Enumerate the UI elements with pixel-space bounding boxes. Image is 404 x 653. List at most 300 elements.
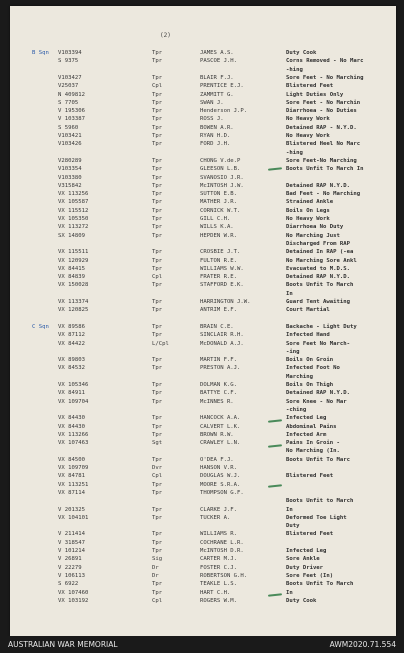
medical-remark: Sore Feet - No Marching	[286, 74, 364, 81]
service-number: VX 120825	[58, 307, 89, 314]
service-number: V 106113	[58, 572, 85, 579]
soldier-name: ZAMMITT G.	[200, 91, 234, 98]
rank: Dr	[152, 572, 159, 579]
soldier-name: SWAN J.	[200, 99, 224, 106]
rank: Tpr	[152, 531, 163, 538]
page-number: (2)	[160, 32, 171, 39]
soldier-name: BLAIR F.J.	[200, 74, 234, 81]
personnel-row	[10, 523, 396, 530]
medical-remark: No Heavy Work	[286, 216, 330, 222]
personnel-row	[10, 374, 396, 381]
personnel-row	[10, 108, 396, 115]
personnel-row	[10, 191, 396, 198]
rank: Sig	[152, 556, 163, 563]
rank: Cpl	[152, 83, 163, 90]
soldier-name: SINCLAIR R.H.	[200, 332, 244, 339]
service-number: VX 113251	[58, 481, 89, 488]
personnel-row	[10, 457, 396, 464]
medical-remark: -hing	[286, 66, 303, 73]
personnel-row	[10, 565, 396, 572]
medical-remark: Guard Tent Awaiting	[286, 299, 350, 305]
personnel-row	[10, 316, 396, 323]
rank: Tpr	[152, 116, 163, 123]
personnel-row	[10, 531, 396, 538]
medical-remark: Boils On Thigh	[286, 382, 334, 388]
soldier-name: ROBERTSON G.H.	[200, 572, 248, 579]
medical-remark: Bad Feet - No Marching	[286, 191, 361, 198]
service-number: V103354	[58, 166, 82, 173]
medical-remark: Diarrhoea No Duty	[286, 224, 344, 231]
soldier-name: CRAWLEY L.N.	[200, 440, 241, 447]
personnel-row	[10, 208, 396, 215]
soldier-name: WILLIAMS R.	[200, 531, 238, 538]
personnel-row	[10, 465, 396, 472]
personnel-row	[10, 498, 396, 505]
medical-remark: Sore Feet No March-	[286, 340, 350, 347]
personnel-row	[10, 116, 396, 123]
rank: Tpr	[152, 489, 163, 496]
medical-remark: Duty	[286, 523, 300, 530]
rank: Tpr	[152, 539, 163, 546]
medical-remark: Sore Knee - No Mar	[286, 398, 347, 405]
rank: Tpr	[152, 398, 163, 405]
rank: Tpr	[152, 431, 163, 438]
rank: Tpr	[152, 58, 163, 65]
rank: Tpr	[152, 50, 163, 56]
medical-remark: Detained RAP N.Y.D.	[286, 274, 350, 281]
rank: Tpr	[152, 174, 163, 181]
medical-remark: Infected Hand	[286, 332, 330, 339]
medical-remark: Evacuated to M.D.S.	[286, 265, 350, 272]
service-number: VX 115512	[58, 207, 89, 214]
rank: Cpl	[152, 597, 163, 604]
personnel-row	[10, 67, 396, 74]
soldier-name: BROWN R.W.	[200, 431, 234, 438]
service-number: V 26891	[58, 556, 82, 563]
medical-remark: Detained RAP N.Y.D.	[286, 182, 350, 189]
personnel-row	[10, 407, 396, 414]
rank: Tpr	[152, 456, 163, 463]
service-number: V 211414	[58, 531, 85, 538]
footer-accession-number: AWM2020.71.554	[329, 640, 396, 649]
service-number: VX 84415	[58, 265, 85, 272]
rank: Tpr	[152, 166, 163, 173]
service-number: VX 89586	[58, 323, 85, 330]
rank: Tpr	[152, 191, 163, 198]
rank: Tpr	[152, 232, 163, 239]
medical-remark: -hing	[286, 149, 303, 156]
medical-remark: Infected Leg	[286, 415, 327, 422]
medical-remark: In	[286, 506, 293, 513]
service-number: S 6922	[58, 581, 79, 588]
soldier-name: BOWEN A.R.	[200, 124, 234, 131]
personnel-row	[10, 233, 396, 240]
personnel-row	[10, 183, 396, 190]
medical-remark: Sore Ankle	[286, 556, 320, 563]
service-number: VX 113374	[58, 299, 89, 305]
personnel-row	[10, 258, 396, 265]
service-number: V 103387	[58, 116, 85, 123]
medical-remark: No Marching (In.	[286, 448, 340, 455]
soldier-name: SUTTON E.B.	[200, 191, 238, 198]
rank: Tpr	[152, 282, 163, 289]
rank: Tpr	[152, 332, 163, 339]
service-number: VX 84781	[58, 473, 85, 480]
service-number: VX 89803	[58, 357, 85, 364]
soldier-name: McINTOSH J.W.	[200, 182, 244, 189]
personnel-row	[10, 324, 396, 331]
medical-remark: Court Martial	[286, 307, 330, 314]
rank: Tpr	[152, 74, 163, 81]
medical-remark: Boils On Legs	[286, 207, 330, 214]
soldier-name: SVANOSIO J.R.	[200, 174, 244, 181]
rank: Dvr	[152, 465, 163, 471]
service-number: VX 113256	[58, 191, 89, 198]
service-number: VX 107463	[58, 440, 89, 447]
soldier-name: McINNES R.	[200, 398, 234, 405]
medical-remark: Blistered Feet	[286, 473, 334, 480]
medical-remark: Backache - Light Duty	[286, 323, 357, 330]
service-number: VX 105346	[58, 382, 89, 388]
medical-remark: Blistered Heel No Marc	[286, 141, 361, 148]
soldier-name: HANSON V.R.	[200, 465, 238, 471]
personnel-row	[10, 75, 396, 82]
rank: Tpr	[152, 157, 163, 164]
service-number: V103394	[58, 50, 82, 56]
personnel-row	[10, 490, 396, 497]
soldier-name: CROSBIE J.T.	[200, 249, 241, 256]
rank: Tpr	[152, 216, 163, 222]
rank: Tpr	[152, 249, 163, 256]
soldier-name: Henderson J.P.	[200, 108, 248, 115]
medical-remark: Infected Foot No	[286, 365, 340, 372]
service-number: VX 104101	[58, 514, 89, 521]
soldier-name: RYAN H.D.	[200, 133, 231, 139]
medical-remark: Light Duties Only	[286, 91, 344, 98]
personnel-row	[10, 83, 396, 90]
personnel-list	[10, 6, 396, 636]
personnel-row	[10, 581, 396, 588]
medical-remark: Boots Unfit To March	[286, 282, 354, 289]
rank: Tpr	[152, 390, 163, 397]
rank: Tpr	[152, 299, 163, 305]
service-number: VX 84500	[58, 456, 85, 463]
personnel-row	[10, 332, 396, 339]
rank: L/Cpl	[152, 340, 169, 347]
personnel-row	[10, 382, 396, 389]
rank: Tpr	[152, 224, 163, 231]
medical-remark: Strained Ankle	[286, 199, 334, 206]
personnel-row	[10, 282, 396, 289]
personnel-row	[10, 540, 396, 547]
personnel-row	[10, 58, 396, 65]
personnel-row	[10, 482, 396, 489]
rank: Tpr	[152, 506, 163, 513]
rank: Tpr	[152, 415, 163, 422]
soldier-name: GILL C.H.	[200, 216, 231, 222]
personnel-row	[10, 125, 396, 132]
personnel-row	[10, 473, 396, 480]
medical-remark: No Marching Just	[286, 232, 340, 239]
service-number: VX 84430	[58, 423, 85, 430]
service-number: V 318547	[58, 539, 85, 546]
personnel-row	[10, 507, 396, 514]
service-number: V103426	[58, 141, 82, 148]
rank: Tpr	[152, 589, 163, 596]
soldier-name: STAFFORD E.K.	[200, 282, 244, 289]
service-number: V 195306	[58, 108, 85, 115]
personnel-row	[10, 175, 396, 182]
squadron-label: B Sqn	[32, 50, 49, 56]
personnel-row	[10, 590, 396, 597]
personnel-row	[10, 432, 396, 439]
rank: Tpr	[152, 548, 163, 554]
service-number: VX 105350	[58, 216, 89, 222]
soldier-name: JAMES A.S.	[200, 50, 234, 56]
rank: Tpr	[152, 581, 163, 588]
personnel-row	[10, 598, 396, 605]
service-number: VX 84422	[58, 340, 85, 347]
medical-remark: Detained In RAP (-ea	[286, 249, 354, 256]
soldier-name: WILLIAMS W.W.	[200, 265, 244, 272]
service-number: V 22279	[58, 564, 82, 571]
soldier-name: ROGERS W.M.	[200, 597, 238, 604]
service-number: V103427	[58, 74, 82, 81]
personnel-row	[10, 241, 396, 248]
personnel-row	[10, 556, 396, 563]
medical-remark: -ching	[286, 406, 307, 413]
rank: Tpr	[152, 365, 163, 372]
service-number: VX 87114	[58, 489, 85, 496]
service-number: V103380	[58, 174, 82, 181]
rank: Tpr	[152, 182, 163, 189]
medical-remark: Sore Feet-No Marching	[286, 157, 357, 164]
service-number: N 409812	[58, 91, 85, 98]
squadron-label: C Sqn	[32, 323, 49, 330]
personnel-row	[10, 548, 396, 555]
soldier-name: BATTYE C.F.	[200, 390, 238, 397]
soldier-name: CALVERT L.K.	[200, 423, 241, 430]
rank: Tpr	[152, 199, 163, 206]
service-number: VX 109704	[58, 398, 89, 405]
soldier-name: HART C.H.	[200, 589, 231, 596]
soldier-name: CHONG V.de.P	[200, 157, 241, 164]
personnel-row	[10, 92, 396, 99]
personnel-row	[10, 150, 396, 157]
soldier-name: FOSTER C.J.	[200, 564, 238, 571]
personnel-row	[10, 573, 396, 580]
footer-institution: AUSTRALIAN WAR MEMORIAL	[8, 640, 118, 649]
soldier-name: PRENTICE E.J.	[200, 83, 244, 90]
medical-remark: Pains In Groin -	[286, 440, 340, 447]
rank: Tpr	[152, 91, 163, 98]
medical-remark: Sore Feet - No Marchin	[286, 99, 361, 106]
medical-remark: In	[286, 290, 293, 297]
personnel-row	[10, 291, 396, 298]
medical-remark: Boils On Groin	[286, 357, 334, 364]
service-number: VX 109709	[58, 465, 89, 471]
rank: Tpr	[152, 357, 163, 364]
personnel-row	[10, 166, 396, 173]
soldier-name: ANTRIM E.F.	[200, 307, 238, 314]
service-number: VX 105587	[58, 199, 89, 206]
archive-footer	[0, 636, 404, 653]
medical-remark: Discharged From RAP	[286, 240, 350, 247]
service-number: V103421	[58, 133, 82, 139]
soldier-name: CLARKE J.F.	[200, 506, 238, 513]
service-number: VX 87112	[58, 332, 85, 339]
personnel-row	[10, 341, 396, 348]
soldier-name: DOLMAN K.G.	[200, 382, 238, 388]
service-number: VX 84532	[58, 365, 85, 372]
personnel-row	[10, 141, 396, 148]
service-number: VX 103192	[58, 597, 89, 604]
personnel-row	[10, 216, 396, 223]
personnel-row	[10, 224, 396, 231]
personnel-row	[10, 365, 396, 372]
service-number: VX 113272	[58, 224, 89, 231]
rank: Tpr	[152, 323, 163, 330]
soldier-name: MATHER J.R.	[200, 199, 238, 206]
service-number: V 201325	[58, 506, 85, 513]
rank: Tpr	[152, 124, 163, 131]
soldier-name: CARTER M.J.	[200, 556, 238, 563]
rank: Tpr	[152, 382, 163, 388]
rank: Sgt	[152, 440, 163, 447]
soldier-name: COCHRANE L.R.	[200, 539, 244, 546]
personnel-row	[10, 399, 396, 406]
medical-remark: No Heavy Work	[286, 116, 330, 123]
personnel-row	[10, 50, 396, 57]
service-number: VX 120929	[58, 257, 89, 264]
soldier-name: HANCOCK A.A.	[200, 415, 241, 422]
service-number: VX 115511	[58, 249, 89, 256]
rank: Tpr	[152, 514, 163, 521]
rank: Tpr	[152, 423, 163, 430]
personnel-row	[10, 249, 396, 256]
soldier-name: FULTON R.E.	[200, 257, 238, 264]
soldier-name: McDONALD A.J.	[200, 340, 244, 347]
service-number: SX 14809	[58, 232, 85, 239]
medical-remark: Duty Cook	[286, 50, 317, 56]
medical-remark: Boots Unfit To March In	[286, 166, 364, 173]
service-number: VX 113266	[58, 431, 89, 438]
medical-remark: Blistered Feet	[286, 531, 334, 538]
document-page	[10, 6, 396, 636]
personnel-row	[10, 100, 396, 107]
soldier-name: McINTOSH D.R.	[200, 548, 244, 554]
soldier-name: TUCKER A.	[200, 514, 231, 521]
soldier-name: GLEESON L.B.	[200, 166, 241, 173]
personnel-row	[10, 349, 396, 356]
personnel-row	[10, 274, 396, 281]
soldier-name: MARTIN F.F.	[200, 357, 238, 364]
medical-remark: Sore Feet (In)	[286, 572, 334, 579]
rank: Tpr	[152, 207, 163, 214]
personnel-row	[10, 415, 396, 422]
soldier-name: WILLS K.A.	[200, 224, 234, 231]
soldier-name: PRESTON A.J.	[200, 365, 241, 372]
personnel-row	[10, 390, 396, 397]
personnel-row	[10, 199, 396, 206]
medical-remark: Infected Arm	[286, 431, 327, 438]
medical-remark: Duty Driver	[286, 564, 324, 571]
personnel-row	[10, 299, 396, 306]
rank: Tpr	[152, 141, 163, 148]
rank: Tpr	[152, 108, 163, 115]
soldier-name: HEPDEN W.R.	[200, 232, 238, 239]
service-number: S 7705	[58, 99, 79, 106]
personnel-row	[10, 448, 396, 455]
personnel-row	[10, 266, 396, 273]
soldier-name: ROSS J.	[200, 116, 224, 123]
soldier-name: CORNICK W.T.	[200, 207, 241, 214]
soldier-name: DOUGLAS W.J.	[200, 473, 241, 480]
soldier-name: PASCOE J.H.	[200, 58, 238, 65]
personnel-row	[10, 440, 396, 447]
soldier-name: FORD J.H.	[200, 141, 231, 148]
medical-remark: In	[286, 589, 293, 596]
rank: Tpr	[152, 257, 163, 264]
rank: Tpr	[152, 133, 163, 139]
medical-remark: Detained RAP N.Y.D.	[286, 390, 350, 397]
service-number: S 5960	[58, 124, 79, 131]
medical-remark: -ing	[286, 348, 300, 355]
rank: Cpl	[152, 473, 163, 480]
soldier-name: BRAIN C.E.	[200, 323, 234, 330]
soldier-name: FRATER R.E.	[200, 274, 238, 281]
soldier-name: THOMPSON G.F.	[200, 489, 244, 496]
personnel-row	[10, 307, 396, 314]
medical-remark: No Heavy Work	[286, 133, 330, 139]
service-number: S 9375	[58, 58, 79, 65]
rank: Tpr	[152, 99, 163, 106]
service-number: VX 150028	[58, 282, 89, 289]
medical-remark: Abdominal Pains	[286, 423, 337, 430]
service-number: V315842	[58, 182, 82, 189]
medical-remark: Boots Unfit To Marc	[286, 456, 350, 463]
rank: Tpr	[152, 481, 163, 488]
service-number: V25037	[58, 83, 79, 90]
medical-remark: Deformed Toe Light	[286, 514, 347, 521]
medical-remark: Boots Unfit To March	[286, 581, 354, 588]
service-number: VX 107460	[58, 589, 89, 596]
rank: Tpr	[152, 265, 163, 272]
medical-remark: Blistered Feet	[286, 83, 334, 90]
soldier-name: MOORE S.R.A.	[200, 481, 241, 488]
rank: Tpr	[152, 307, 163, 314]
soldier-name: TEAKLE L.S.	[200, 581, 238, 588]
personnel-row	[10, 357, 396, 364]
service-number: VX 84430	[58, 415, 85, 422]
medical-remark: Infected Leg	[286, 548, 327, 554]
medical-remark: Marching	[286, 373, 313, 380]
medical-remark: Diarrhoea - No Duties	[286, 108, 357, 115]
personnel-row	[10, 158, 396, 165]
soldier-name: HARRINGTON J.W.	[200, 299, 251, 305]
soldier-name: O'DEA F.J.	[200, 456, 234, 463]
medical-remark: Duty Cook	[286, 597, 317, 604]
rank: Cpl	[152, 274, 163, 281]
medical-remark: Boots Unfit to March	[286, 498, 354, 505]
service-number: VX 84839	[58, 274, 85, 281]
personnel-row	[10, 424, 396, 431]
medical-remark: Corns Removed - No Marc	[286, 58, 364, 65]
medical-remark: No Marching Sore Ankl	[286, 257, 357, 264]
service-number: V280289	[58, 157, 82, 164]
service-number: V 101214	[58, 548, 85, 554]
personnel-row	[10, 133, 396, 140]
